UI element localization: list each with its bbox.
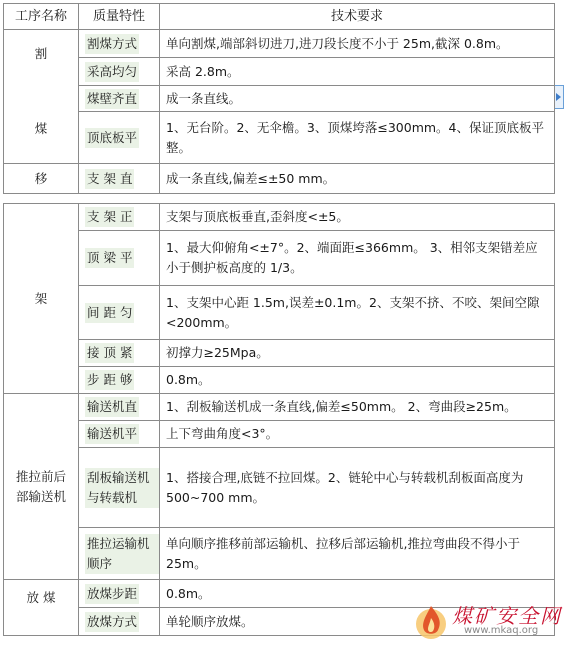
requirement-cell: 1、支架中心距 1.5m,误差±0.1m。2、支架不挤、不咬、架间空隙<200mm。 (160, 286, 555, 340)
feature-cell (79, 528, 160, 580)
feature-text: 间 距 匀 (85, 303, 134, 323)
quality-table-part2 (3, 203, 555, 636)
feature-text: 支 架 直 (85, 169, 134, 189)
requirement-cell: 上下弯曲角度<3°。 (160, 421, 555, 448)
requirement-cell: 成一条直线。 (160, 86, 555, 112)
process-drawing: 放 煤 (4, 580, 79, 636)
feature-cell (79, 448, 160, 528)
requirement-cell: 成一条直线,偏差≤±50 mm。 (160, 164, 555, 194)
process-cutting (4, 30, 79, 164)
requirement-cell: 初撑力≥25Mpa。 (160, 340, 555, 367)
feature-text: 接 顶 紧 (85, 343, 134, 363)
scroll-arrow-icon[interactable] (555, 85, 564, 109)
process-moving: 移 (4, 164, 79, 194)
feature-cell (79, 112, 160, 164)
flame-logo-icon (412, 602, 450, 642)
quality-table-part1 (3, 3, 555, 194)
requirement-cell: 1、无台阶。2、无伞檐。3、顶煤垮落≤300mm。4、保证顶底板平整。 (160, 112, 555, 164)
watermark-logo (412, 600, 567, 644)
feature-text: 煤壁齐直 (85, 89, 139, 109)
feature-text: 输送机平 (85, 424, 139, 444)
process-cutting-char2: 煤 (34, 121, 48, 136)
feature-text: 刮板输送机与转载机 (85, 468, 159, 508)
header-feature: 质量特性 (79, 4, 160, 30)
feature-cell (79, 58, 160, 86)
requirement-cell: 单向割煤,端部斜切进刀,进刀段长度不小于 25m,截深 0.8m。 (160, 30, 555, 58)
feature-cell (79, 580, 160, 608)
feature-text: 采高均匀 (85, 62, 139, 82)
feature-cell (79, 204, 160, 231)
requirement-cell: 0.8m。 (160, 580, 555, 608)
feature-text: 割煤方式 (85, 34, 139, 54)
feature-text: 输送机直 (85, 397, 139, 417)
watermark-name: 煤矿安全网 (452, 604, 562, 628)
feature-cell (79, 30, 160, 58)
feature-text: 顶底板平 (85, 128, 139, 148)
feature-text: 放煤步距 (85, 584, 139, 604)
feature-text: 支 架 正 (85, 207, 134, 227)
header-requirement: 技术要求 (160, 4, 555, 30)
requirement-cell: 单向顺序推移前部运输机、拉移后部运输机,推拉弯曲段不得小于 25m。 (160, 528, 555, 580)
process-cutting-char1: 割 (34, 46, 48, 61)
process-support: 架 (4, 204, 79, 394)
requirement-cell: 1、搭接合理,底链不拉回煤。2、链轮中心与转载机刮板面高度为 500~700 mm。 (160, 448, 555, 528)
feature-text: 放煤方式 (85, 612, 139, 632)
requirement-cell: 单轮顺序放煤。 (160, 608, 555, 636)
requirement-cell: 采高 2.8m。 (160, 58, 555, 86)
process-conveyor: 推拉前后部输送机 (4, 394, 79, 580)
feature-text: 顶 梁 平 (85, 248, 134, 268)
requirement-cell: 支架与顶底板垂直,歪斜度<±5。 (160, 204, 555, 231)
requirement-cell: 1、刮板输送机成一条直线,偏差≤50mm。 2、弯曲段≥25m。 (160, 394, 555, 421)
feature-cell (79, 608, 160, 636)
feature-cell (79, 86, 160, 112)
feature-cell (79, 421, 160, 448)
feature-cell (79, 231, 160, 286)
watermark-url: www.mkaq.org (464, 625, 539, 636)
feature-text: 步 距 够 (85, 370, 134, 390)
requirement-cell: 1、最大仰俯角<±7°。2、端面距≤366mm。 3、相邻支架错差应小于侧护板高度的 1/3。 (160, 231, 555, 286)
feature-text: 推拉运输机顺序 (85, 534, 159, 574)
feature-cell (79, 394, 160, 421)
feature-cell (79, 367, 160, 394)
requirement-cell: 0.8m。 (160, 367, 555, 394)
header-process: 工序名称 (4, 4, 79, 30)
feature-cell (79, 164, 160, 194)
feature-cell (79, 340, 160, 367)
feature-cell (79, 286, 160, 340)
